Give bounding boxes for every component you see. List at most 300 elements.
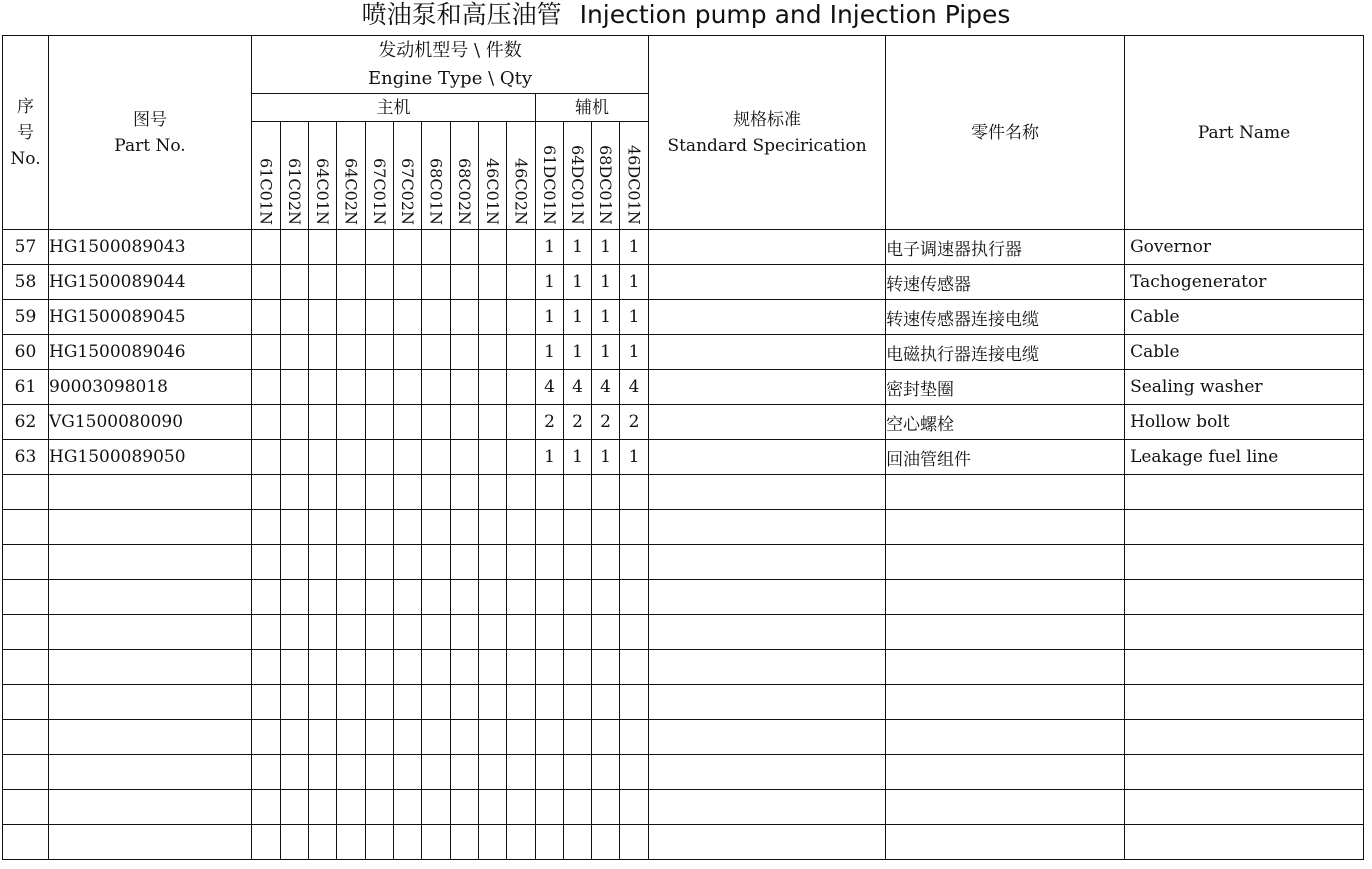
main-qty-cell	[479, 440, 507, 475]
spec-header-cn: 规格标准	[733, 109, 802, 130]
main-qty-cell	[479, 405, 507, 440]
aux-qty-cell: 1	[592, 335, 620, 370]
empty-cell	[309, 580, 337, 615]
empty-cell	[252, 685, 281, 720]
empty-cell	[451, 615, 479, 650]
main-qty-cell	[309, 405, 337, 440]
empty-cell	[3, 790, 49, 825]
empty-cell	[281, 790, 309, 825]
empty-cell	[366, 545, 394, 580]
empty-cell	[337, 755, 366, 790]
table-row	[3, 300, 1364, 335]
main-qty-cell	[451, 405, 479, 440]
empty-cell	[536, 685, 564, 720]
main-qty-cell	[281, 300, 309, 335]
empty-cell	[49, 545, 252, 580]
row-spec	[649, 440, 886, 475]
main-qty-cell	[337, 405, 366, 440]
empty-cell	[507, 615, 536, 650]
row-name-en: Sealing washer	[1125, 370, 1364, 405]
empty-cell	[366, 755, 394, 790]
empty-cell	[507, 475, 536, 510]
aux-qty-cell: 2	[592, 405, 620, 440]
empty-cell	[3, 615, 49, 650]
empty-cell	[536, 720, 564, 755]
main-qty-cell	[252, 265, 281, 300]
empty-cell	[281, 510, 309, 545]
main-model-label: 68C02N	[455, 158, 474, 225]
main-engine-header: 主机	[252, 94, 536, 122]
empty-cell	[507, 790, 536, 825]
empty-cell	[536, 475, 564, 510]
main-qty-cell	[281, 440, 309, 475]
aux-qty-cell: 1	[536, 265, 564, 300]
empty-cell	[281, 475, 309, 510]
main-model-label: 46C01N	[483, 158, 502, 225]
aux-model-header	[564, 122, 592, 230]
seq-header-cn-2: 号	[17, 122, 34, 143]
main-qty-cell	[337, 370, 366, 405]
main-model-header	[394, 122, 422, 230]
aux-model-header	[536, 122, 564, 230]
spec-header-en: Standard Specirication	[667, 135, 867, 156]
title-cn: 喷油泵和高压油管	[361, 0, 562, 29]
main-qty-cell	[479, 370, 507, 405]
empty-cell	[1125, 685, 1364, 720]
main-qty-cell	[507, 440, 536, 475]
empty-cell	[394, 650, 422, 685]
main-qty-cell	[422, 265, 451, 300]
empty-cell	[886, 545, 1125, 580]
empty-cell	[309, 650, 337, 685]
empty-cell	[337, 615, 366, 650]
empty-cell	[309, 545, 337, 580]
empty-cell	[366, 685, 394, 720]
aux-qty-cell: 1	[620, 300, 649, 335]
empty-cell	[366, 825, 394, 860]
main-qty-cell	[337, 300, 366, 335]
aux-qty-cell: 1	[564, 300, 592, 335]
main-qty-cell	[366, 230, 394, 265]
empty-cell	[281, 825, 309, 860]
main-qty-cell	[394, 230, 422, 265]
empty-cell	[337, 580, 366, 615]
empty-cell	[337, 825, 366, 860]
row-name-cn: 电磁执行器连接电缆	[886, 335, 1125, 370]
empty-cell	[451, 475, 479, 510]
empty-cell	[422, 720, 451, 755]
empty-table-row	[3, 615, 1364, 650]
empty-cell	[252, 545, 281, 580]
aux-qty-cell: 1	[564, 230, 592, 265]
empty-cell	[422, 685, 451, 720]
empty-cell	[394, 615, 422, 650]
aux-qty-cell: 1	[564, 265, 592, 300]
aux-qty-cell: 1	[536, 300, 564, 335]
row-number: 60	[3, 335, 49, 370]
empty-cell	[592, 580, 620, 615]
empty-cell	[620, 755, 649, 790]
empty-cell	[1125, 510, 1364, 545]
main-qty-cell	[507, 370, 536, 405]
empty-cell	[564, 755, 592, 790]
row-spec	[649, 265, 886, 300]
empty-cell	[3, 545, 49, 580]
empty-cell	[479, 685, 507, 720]
main-qty-cell	[252, 335, 281, 370]
main-qty-cell	[309, 265, 337, 300]
row-number: 63	[3, 440, 49, 475]
main-qty-cell	[451, 335, 479, 370]
main-qty-cell	[422, 440, 451, 475]
main-qty-cell	[309, 230, 337, 265]
empty-cell	[422, 475, 451, 510]
empty-cell	[49, 580, 252, 615]
empty-cell	[620, 580, 649, 615]
empty-cell	[507, 650, 536, 685]
table-row	[3, 335, 1364, 370]
main-qty-cell	[479, 300, 507, 335]
table-row	[3, 370, 1364, 405]
empty-cell	[281, 685, 309, 720]
empty-cell	[309, 475, 337, 510]
main-qty-cell	[479, 230, 507, 265]
empty-cell	[507, 720, 536, 755]
row-name-cn: 电子调速器执行器	[886, 230, 1125, 265]
main-qty-cell	[422, 335, 451, 370]
empty-cell	[592, 650, 620, 685]
part-no-header	[49, 36, 252, 230]
empty-cell	[252, 825, 281, 860]
row-part-no: HG1500089046	[49, 335, 252, 370]
empty-cell	[366, 510, 394, 545]
empty-cell	[451, 580, 479, 615]
main-qty-cell	[366, 370, 394, 405]
main-qty-cell	[281, 405, 309, 440]
empty-cell	[649, 545, 886, 580]
main-qty-cell	[309, 370, 337, 405]
empty-cell	[536, 545, 564, 580]
main-qty-cell	[422, 370, 451, 405]
empty-cell	[252, 580, 281, 615]
empty-table-row	[3, 720, 1364, 755]
empty-cell	[3, 650, 49, 685]
empty-cell	[479, 825, 507, 860]
aux-model-header	[620, 122, 649, 230]
main-qty-cell	[252, 370, 281, 405]
empty-table-row	[3, 790, 1364, 825]
main-qty-cell	[366, 335, 394, 370]
empty-cell	[394, 720, 422, 755]
row-part-no: HG1500089043	[49, 230, 252, 265]
empty-cell	[337, 545, 366, 580]
empty-cell	[886, 615, 1125, 650]
empty-cell	[451, 510, 479, 545]
table-row	[3, 405, 1364, 440]
empty-cell	[886, 510, 1125, 545]
empty-cell	[422, 545, 451, 580]
empty-cell	[564, 685, 592, 720]
empty-cell	[309, 790, 337, 825]
empty-cell	[281, 755, 309, 790]
empty-cell	[337, 685, 366, 720]
empty-cell	[592, 755, 620, 790]
empty-cell	[49, 825, 252, 860]
empty-cell	[49, 685, 252, 720]
main-qty-cell	[507, 230, 536, 265]
main-qty-cell	[366, 405, 394, 440]
main-qty-cell	[281, 230, 309, 265]
main-qty-cell	[394, 300, 422, 335]
aux-qty-cell: 1	[592, 230, 620, 265]
empty-cell	[564, 615, 592, 650]
empty-cell	[451, 755, 479, 790]
row-spec	[649, 335, 886, 370]
empty-cell	[394, 545, 422, 580]
main-model-header	[451, 122, 479, 230]
main-qty-cell	[507, 405, 536, 440]
empty-cell	[1125, 790, 1364, 825]
empty-cell	[422, 580, 451, 615]
row-number: 62	[3, 405, 49, 440]
empty-cell	[394, 755, 422, 790]
row-part-no: HG1500089050	[49, 440, 252, 475]
empty-cell	[479, 720, 507, 755]
empty-cell	[592, 510, 620, 545]
empty-cell	[451, 825, 479, 860]
main-qty-cell	[281, 335, 309, 370]
empty-cell	[649, 685, 886, 720]
empty-cell	[451, 790, 479, 825]
table-body	[3, 36, 1364, 860]
empty-cell	[49, 650, 252, 685]
part-name-en-header: Part Name	[1125, 36, 1364, 230]
empty-cell	[479, 755, 507, 790]
empty-cell	[366, 615, 394, 650]
empty-cell	[49, 475, 252, 510]
empty-cell	[422, 755, 451, 790]
aux-qty-cell: 2	[564, 405, 592, 440]
main-model-label: 61C01N	[256, 158, 276, 225]
main-model-label: 61C02N	[285, 158, 304, 225]
empty-cell	[252, 755, 281, 790]
empty-cell	[592, 545, 620, 580]
aux-model-label: 61DC01N	[540, 145, 559, 225]
row-part-no: HG1500089045	[49, 300, 252, 335]
empty-table-row	[3, 510, 1364, 545]
empty-cell	[451, 720, 479, 755]
table-row	[3, 230, 1364, 265]
empty-cell	[886, 755, 1125, 790]
empty-cell	[507, 545, 536, 580]
aux-qty-cell: 1	[536, 335, 564, 370]
main-qty-cell	[422, 405, 451, 440]
main-qty-cell	[422, 300, 451, 335]
aux-qty-cell: 1	[620, 230, 649, 265]
empty-cell	[451, 685, 479, 720]
empty-cell	[507, 685, 536, 720]
empty-table-row	[3, 755, 1364, 790]
empty-cell	[451, 650, 479, 685]
empty-table-row	[3, 650, 1364, 685]
empty-cell	[649, 720, 886, 755]
main-qty-cell	[252, 230, 281, 265]
empty-cell	[366, 720, 394, 755]
empty-cell	[507, 755, 536, 790]
part-no-header-cn: 图号	[133, 109, 167, 130]
empty-cell	[252, 475, 281, 510]
empty-cell	[564, 790, 592, 825]
main-model-header	[337, 122, 366, 230]
empty-cell	[507, 510, 536, 545]
empty-cell	[3, 720, 49, 755]
row-name-en: Tachogenerator	[1125, 265, 1364, 300]
aux-qty-cell: 1	[620, 335, 649, 370]
empty-cell	[337, 510, 366, 545]
empty-cell	[620, 510, 649, 545]
main-qty-cell	[252, 405, 281, 440]
empty-cell	[366, 475, 394, 510]
row-part-no: 90003098018	[49, 370, 252, 405]
empty-cell	[309, 720, 337, 755]
empty-cell	[564, 580, 592, 615]
empty-cell	[366, 790, 394, 825]
aux-qty-cell: 4	[592, 370, 620, 405]
row-name-en: Hollow bolt	[1125, 405, 1364, 440]
main-model-header	[281, 122, 309, 230]
engine-type-header	[252, 36, 649, 94]
main-qty-cell	[337, 440, 366, 475]
aux-qty-cell: 4	[620, 370, 649, 405]
aux-model-label: 68DC01N	[596, 145, 615, 225]
empty-cell	[451, 545, 479, 580]
main-qty-cell	[252, 440, 281, 475]
aux-qty-cell: 1	[592, 440, 620, 475]
empty-table-row	[3, 580, 1364, 615]
main-qty-cell	[281, 265, 309, 300]
empty-cell	[394, 790, 422, 825]
part-no-header-en: Part No.	[114, 135, 186, 156]
seq-header-en: No.	[10, 148, 41, 169]
aux-engine-header: 辅机	[536, 94, 649, 122]
row-name-en: Governor	[1125, 230, 1364, 265]
main-model-label: 46C02N	[511, 158, 531, 225]
empty-cell	[564, 825, 592, 860]
empty-cell	[1125, 650, 1364, 685]
main-qty-cell	[309, 300, 337, 335]
empty-cell	[422, 790, 451, 825]
row-name-en: Cable	[1125, 335, 1364, 370]
empty-cell	[479, 510, 507, 545]
empty-cell	[422, 825, 451, 860]
empty-cell	[592, 475, 620, 510]
empty-cell	[620, 475, 649, 510]
empty-cell	[366, 650, 394, 685]
row-number: 57	[3, 230, 49, 265]
seq-header-cn-1: 序	[17, 96, 34, 117]
main-model-header	[309, 122, 337, 230]
aux-qty-cell: 1	[592, 265, 620, 300]
empty-cell	[49, 510, 252, 545]
aux-qty-cell: 2	[536, 405, 564, 440]
aux-qty-cell: 1	[564, 335, 592, 370]
main-qty-cell	[309, 335, 337, 370]
main-qty-cell	[507, 265, 536, 300]
main-qty-cell	[366, 265, 394, 300]
empty-cell	[281, 650, 309, 685]
empty-cell	[1125, 825, 1364, 860]
table-row	[3, 440, 1364, 475]
main-model-header	[507, 122, 536, 230]
empty-cell	[281, 545, 309, 580]
main-qty-cell	[479, 335, 507, 370]
empty-cell	[3, 825, 49, 860]
row-name-cn: 转速传感器连接电缆	[886, 300, 1125, 335]
empty-cell	[620, 615, 649, 650]
empty-cell	[507, 825, 536, 860]
empty-table-row	[3, 825, 1364, 860]
main-qty-cell	[451, 370, 479, 405]
aux-qty-cell: 1	[536, 440, 564, 475]
empty-cell	[252, 510, 281, 545]
empty-cell	[252, 615, 281, 650]
main-qty-cell	[337, 230, 366, 265]
main-model-header	[252, 122, 281, 230]
empty-cell	[422, 650, 451, 685]
main-qty-cell	[451, 230, 479, 265]
main-qty-cell	[366, 300, 394, 335]
row-number: 61	[3, 370, 49, 405]
empty-cell	[394, 580, 422, 615]
empty-cell	[564, 475, 592, 510]
main-qty-cell	[252, 300, 281, 335]
empty-cell	[620, 720, 649, 755]
empty-cell	[592, 685, 620, 720]
empty-cell	[309, 685, 337, 720]
main-model-label: 64C01N	[313, 158, 332, 225]
empty-cell	[620, 685, 649, 720]
empty-cell	[649, 510, 886, 545]
empty-cell	[536, 825, 564, 860]
empty-cell	[886, 650, 1125, 685]
empty-cell	[536, 650, 564, 685]
row-name-en: Leakage fuel line	[1125, 440, 1364, 475]
empty-cell	[479, 580, 507, 615]
empty-cell	[1125, 720, 1364, 755]
empty-cell	[49, 755, 252, 790]
main-qty-cell	[337, 265, 366, 300]
title-en: Injection pump and Injection Pipes	[579, 0, 1011, 29]
empty-cell	[337, 650, 366, 685]
main-qty-cell	[366, 440, 394, 475]
spec-header	[649, 36, 886, 230]
empty-cell	[649, 650, 886, 685]
empty-cell	[3, 510, 49, 545]
empty-cell	[394, 510, 422, 545]
empty-cell	[886, 580, 1125, 615]
row-name-en: Cable	[1125, 300, 1364, 335]
empty-cell	[620, 650, 649, 685]
empty-cell	[592, 720, 620, 755]
empty-cell	[337, 475, 366, 510]
aux-qty-cell: 1	[620, 440, 649, 475]
row-name-cn: 转速传感器	[886, 265, 1125, 300]
empty-cell	[1125, 615, 1364, 650]
empty-table-row	[3, 545, 1364, 580]
empty-cell	[620, 545, 649, 580]
empty-cell	[309, 510, 337, 545]
empty-cell	[281, 615, 309, 650]
